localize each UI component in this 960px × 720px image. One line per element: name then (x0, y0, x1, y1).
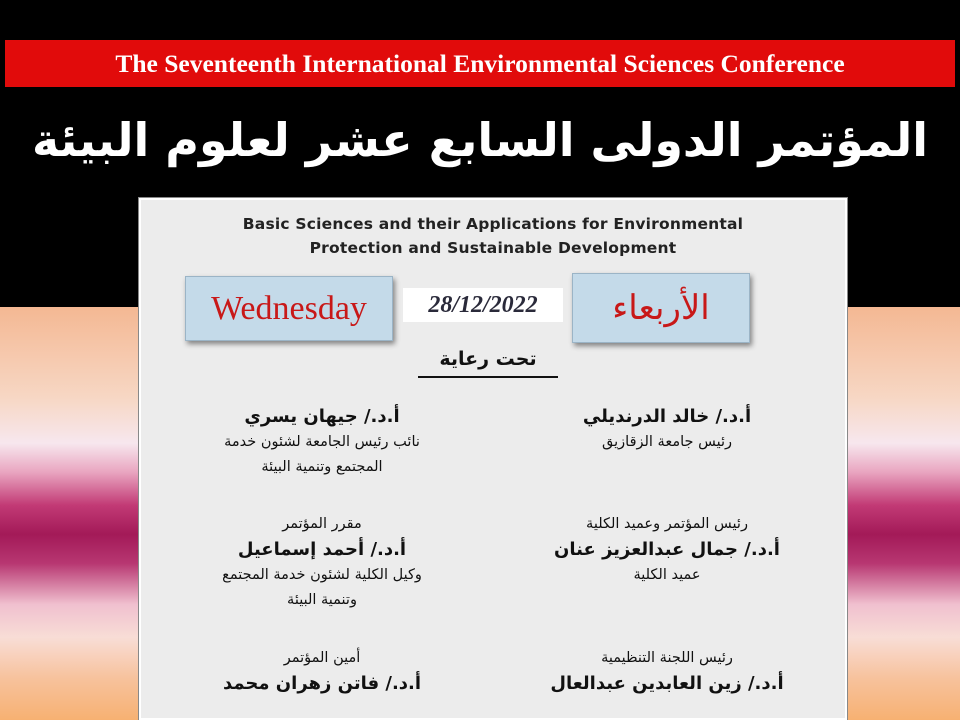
sponsor-title-1: وكيل الكلية لشئون خدمة المجتمع (222, 567, 422, 583)
sponsor-role: رئيس المؤتمر وعميد الكلية (586, 516, 748, 532)
sponsor-name: أ.د./ فاتن زهران محمد (222, 673, 422, 694)
conference-date: 28/12/2022 (403, 288, 563, 322)
theme-line-2: Protection and Sustainable Development (309, 239, 677, 257)
sponsor-title: عميد الكلية (633, 567, 701, 583)
day-arabic-label: الأربعاء (572, 273, 750, 343)
sponsor-rapporteur (157, 512, 487, 613)
sponsor-title: رئيس جامعة الزقازيق (602, 434, 732, 450)
sponsor-role: أمين المؤتمر (283, 650, 361, 666)
sponsor-title-1: نائب رئيس الجامعة لشئون خدمة (224, 434, 420, 450)
sponsor-secretary (157, 646, 487, 697)
patronage-underline (418, 376, 558, 378)
sponsor-role: مقرر المؤتمر (282, 516, 362, 532)
sponsor-name: أ.د./ جمال عبدالعزيز عنان (554, 539, 780, 560)
sponsor-name: أ.د./ جيهان يسري (244, 406, 400, 427)
day-english-label: Wednesday (185, 276, 393, 341)
sponsor-name: أ.د./ خالد الدرنديلي (582, 406, 752, 427)
sponsor-name: أ.د./ أحمد إسماعيل (237, 539, 407, 560)
arabic-conference-title: المؤتمر الدولى السابع عشر لعلوم البيئة (31, 113, 929, 167)
sponsor-role: رئيس اللجنة التنظيمية (601, 650, 733, 666)
conference-theme (141, 212, 845, 260)
sponsor-vice-president (157, 404, 487, 480)
sponsor-organizing-head (517, 646, 817, 697)
sponsor-title-2: وتنمية البيئة (287, 592, 357, 608)
sponsor-conference-head (517, 512, 817, 588)
conference-title-banner: The Seventeenth International Environmental Sciences Conference (5, 40, 955, 87)
sponsor-president (517, 404, 817, 455)
theme-line-1: Basic Sciences and their Applications for Environmental (242, 215, 744, 233)
sponsor-title-2: المجتمع وتنمية البيئة (261, 459, 383, 475)
patronage-heading: تحت رعاية (439, 348, 537, 370)
sponsor-name: أ.د./ زين العابدين عبدالعال (550, 673, 784, 694)
